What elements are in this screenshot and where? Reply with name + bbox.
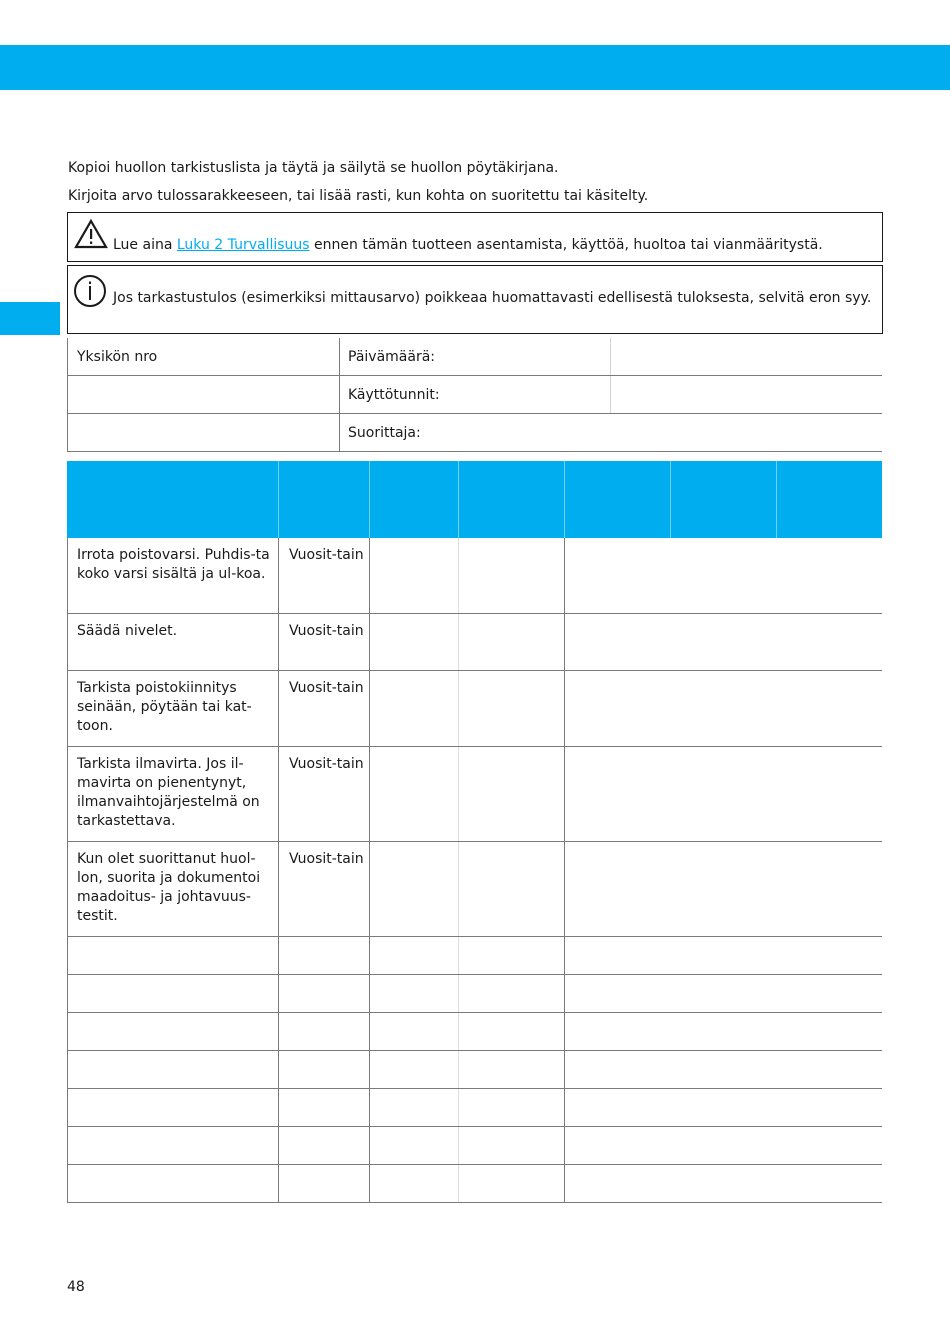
- frequency-text: Vuosit-tain: [289, 547, 364, 563]
- unit-row-2: [67, 376, 882, 414]
- intro-line-1: Kopioi huollon tarkistuslista ja täytä ja säilytä se huollon pöytäkirjana.: [68, 160, 559, 176]
- operating-hours-label: Käyttötunnit:: [348, 387, 440, 403]
- safety-chapter-link[interactable]: Luku 2 Turvallisuus: [176, 237, 310, 253]
- table-row: [67, 671, 882, 747]
- empty-table-row: [67, 1013, 882, 1051]
- info-text: Jos tarkastustulos (esimerkiksi mittausarvo) poikkeaa huomattavasti edellisestä tuloksesta, selvitä eron syy.: [113, 290, 872, 306]
- frequency-text: Vuosit-tain: [289, 623, 364, 639]
- unit-row-1: [67, 338, 882, 376]
- empty-table-row: [67, 1051, 882, 1089]
- empty-table-row: [67, 937, 882, 975]
- intro-line-2: Kirjoita arvo tulossarakkeeseen, tai lisää rasti, kun kohta on suoritettu tai käsitelty.: [68, 188, 649, 204]
- task-text: Tarkista poistokiinnitys seinään, pöytään tai kat-toon.: [77, 680, 252, 734]
- info-circle-icon: [73, 274, 107, 308]
- table-row: [67, 842, 882, 937]
- warning-text: [113, 236, 872, 255]
- frequency-text: Vuosit-tain: [289, 680, 364, 696]
- unit-info-table: [67, 338, 882, 452]
- warning-notice: [67, 212, 883, 262]
- chapter-side-tab: [0, 302, 60, 335]
- date-label: Päivämäärä:: [348, 349, 435, 365]
- page-number: 48: [67, 1279, 85, 1295]
- task-text: Kun olet suorittanut huol-lon, suorita ja dokumentoi maadoitus- ja johtavuus-testit.: [77, 851, 261, 924]
- frequency-text: Vuosit-tain: [289, 851, 364, 867]
- unit-number-label: Yksikön nro: [77, 349, 158, 365]
- warning-suffix: ennen tämän tuotteen asentamista, käyttöä, huoltoa tai vianmääritystä.: [309, 237, 823, 253]
- task-text: Tarkista ilmavirta. Jos il-mavirta on pienentynyt, ilmanvaihtojärjestelmä on tarkastettava.: [77, 756, 260, 829]
- unit-row-3: [67, 414, 882, 452]
- task-text: Säädä nivelet.: [77, 623, 178, 639]
- maintenance-checklist-table: [67, 461, 882, 1203]
- frequency-text: Vuosit-tain: [289, 756, 364, 772]
- empty-table-row: [67, 1127, 882, 1165]
- task-text: Irrota poistovarsi. Puhdis-ta koko varsi sisältä ja ul-koa.: [77, 547, 270, 582]
- table-row: [67, 614, 882, 671]
- performer-label: Suorittaja:: [348, 425, 421, 441]
- empty-table-row: [67, 975, 882, 1013]
- header-color-band: [0, 45, 950, 90]
- empty-table-row: [67, 1165, 882, 1203]
- table-row: [67, 538, 882, 614]
- warning-triangle-icon: [74, 218, 108, 252]
- empty-table-row: [67, 1089, 882, 1127]
- warning-prefix: Lue aina: [113, 237, 177, 253]
- checklist-header-row: [67, 461, 882, 538]
- info-notice: [67, 265, 883, 334]
- table-row: [67, 747, 882, 842]
